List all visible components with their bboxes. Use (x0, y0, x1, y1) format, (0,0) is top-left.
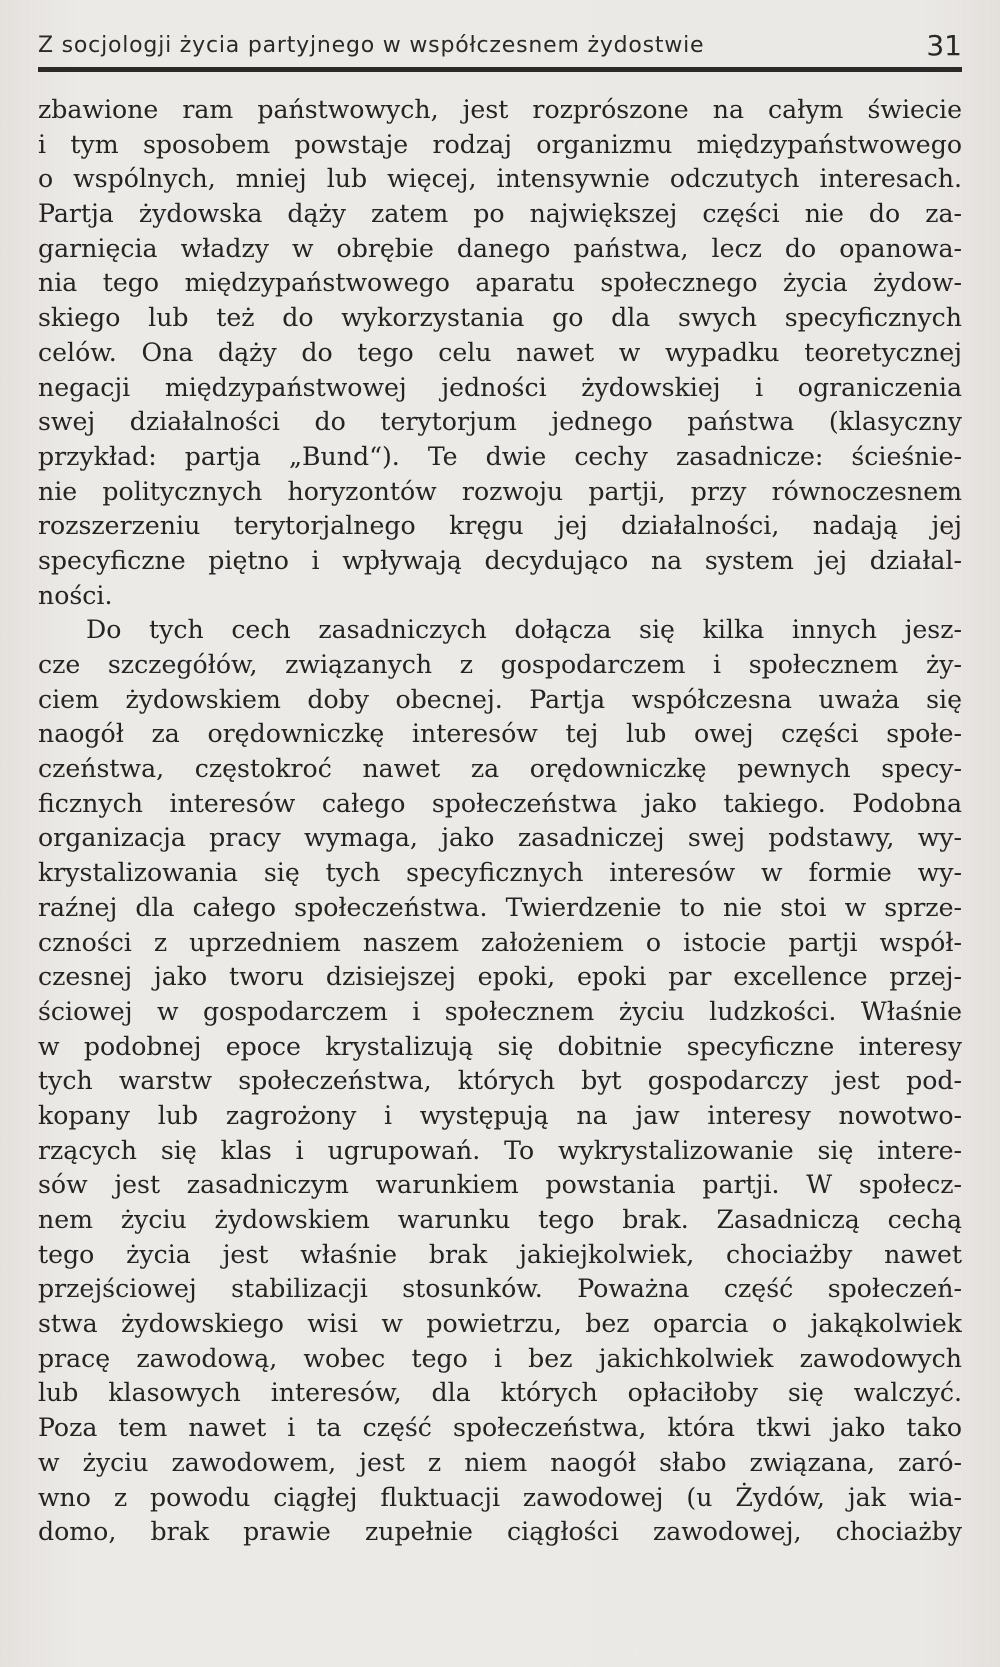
text-line: czesnej jako tworu dzisiejszej epoki, epoki par excellence przej- (38, 962, 962, 992)
text-line: kopany lub zagrożony i występują na jaw interesy nowotwo- (38, 1100, 962, 1130)
text-line: lub klasowych interesów, dla których opłaciłoby się walczyć. (38, 1378, 962, 1408)
text-line: Poza tem nawet i ta część społeczeństwa, która tkwi jako tako (38, 1413, 962, 1443)
text-line: tych warstw społeczeństwa, których byt gospodarczy jest pod- (38, 1066, 962, 1096)
text-line: czności z uprzedniem naszem założeniem o istocie partji współ- (38, 927, 962, 957)
text-line: celów. Ona dąży do tego celu nawet w wypadku teoretycznej (38, 337, 962, 367)
text-line: Partja żydowska dąży zatem po największej części nie do za- (38, 199, 962, 229)
text-line: i tym sposobem powstaje rodzaj organizmu międzypaństwowego (38, 129, 962, 159)
text-line: ności. (38, 580, 113, 610)
text-line: pracę zawodową, wobec tego i bez jakichkolwiek zawodowych (38, 1343, 962, 1373)
text-line: rzących się klas i ugrupowań. To wykrystalizowanie się intere- (38, 1135, 962, 1165)
text-line: swej działalności do terytorjum jednego państwa (klasyczny (38, 407, 962, 437)
text-line: krystalizowania się tych specyficznych interesów w formie wy- (38, 858, 962, 888)
running-title: Z socjologji życia partyjnego w współczesnem żydostwie (38, 33, 705, 58)
text-line: domo, brak prawie zupełnie ciągłości zawodowej, chociażby (38, 1517, 962, 1547)
text-line: organizacja pracy wymaga, jako zasadniczej swej podstawy, wy- (38, 823, 962, 853)
page-number: 31 (926, 29, 962, 62)
text-line: nie politycznych horyzontów rozwoju partji, przy równoczesnem (38, 476, 962, 506)
header-rule (38, 67, 962, 72)
text-line: cze szczegółów, związanych z gospodarczem i społecznem ży- (38, 650, 962, 679)
text-line: nia tego międzypaństwowego aparatu społecznego życia żydow- (38, 268, 962, 298)
text-line: stwa żydowskiego wisi w powietrzu, bez oparcia o jakąkolwiek (38, 1309, 962, 1339)
text-line: przykład: partja „Bund“). Te dwie cechy zasadnicze: ścieśnie- (38, 441, 962, 471)
running-header (38, 26, 962, 66)
text-line: rozszerzeniu terytorjalnego kręgu jej działalności, nadają jej (38, 511, 962, 541)
text-line: przejściowej stabilizacji stosunków. Poważna część społeczeń- (38, 1274, 962, 1304)
body-text (38, 93, 962, 1550)
text-line: o wspólnych, mniej lub więcej, intensywnie odczutych interesach. (38, 164, 962, 194)
text-line: ściowej w gospodarczem i społecznem życiu ludzkości. Właśnie (38, 996, 962, 1026)
text-line: w życiu zawodowem, jest z niem naogół słabo związana, zaró- (38, 1447, 962, 1477)
text-line: ciem żydowskiem doby obecnej. Partja współczesna uważa się (38, 684, 962, 714)
text-line: raźnej dla całego społeczeństwa. Twierdzenie to nie stoi w sprze- (38, 892, 962, 922)
text-line: wno z powodu ciągłej fluktuacji zawodowej (u Żydów, jak wia- (38, 1482, 962, 1512)
text-line: naogół za orędowniczkę interesów tej lub owej części społe- (38, 719, 962, 749)
text-line: garnięcia władzy w obrębie danego państwa, lecz do opanowa- (38, 233, 962, 263)
text-line: skiego lub też do wykorzystania go dla swych specyficznych (38, 303, 962, 333)
text-line: w podobnej epoce krystalizują się dobitnie specyficzne interesy (38, 1031, 962, 1061)
text-line: czeństwa, częstokroć nawet za orędowniczkę pewnych specy- (38, 754, 962, 784)
text-line: nem życiu żydowskiem warunku tego brak. Zasadniczą cechą (38, 1205, 962, 1234)
text-line: zbawione ram państwowych, jest rozprószone na całym świecie (38, 95, 962, 124)
text-line: sów jest zasadniczym warunkiem powstania partji. W społecz- (38, 1170, 962, 1200)
text-line: tego życia jest właśnie brak jakiejkolwiek, chociażby nawet (38, 1239, 962, 1269)
text-line: ficznych interesów całego społeczeństwa jako takiego. Podobna (38, 788, 962, 818)
text-line: specyficzne piętno i wpływają decydująco na system jej działal- (38, 545, 962, 575)
paragraph-first-line: Do tych cech zasadniczych dołącza się kilka innych jesz- (86, 615, 962, 645)
text-line: negacji międzypaństwowej jedności żydowskiej i ograniczenia (38, 372, 962, 402)
